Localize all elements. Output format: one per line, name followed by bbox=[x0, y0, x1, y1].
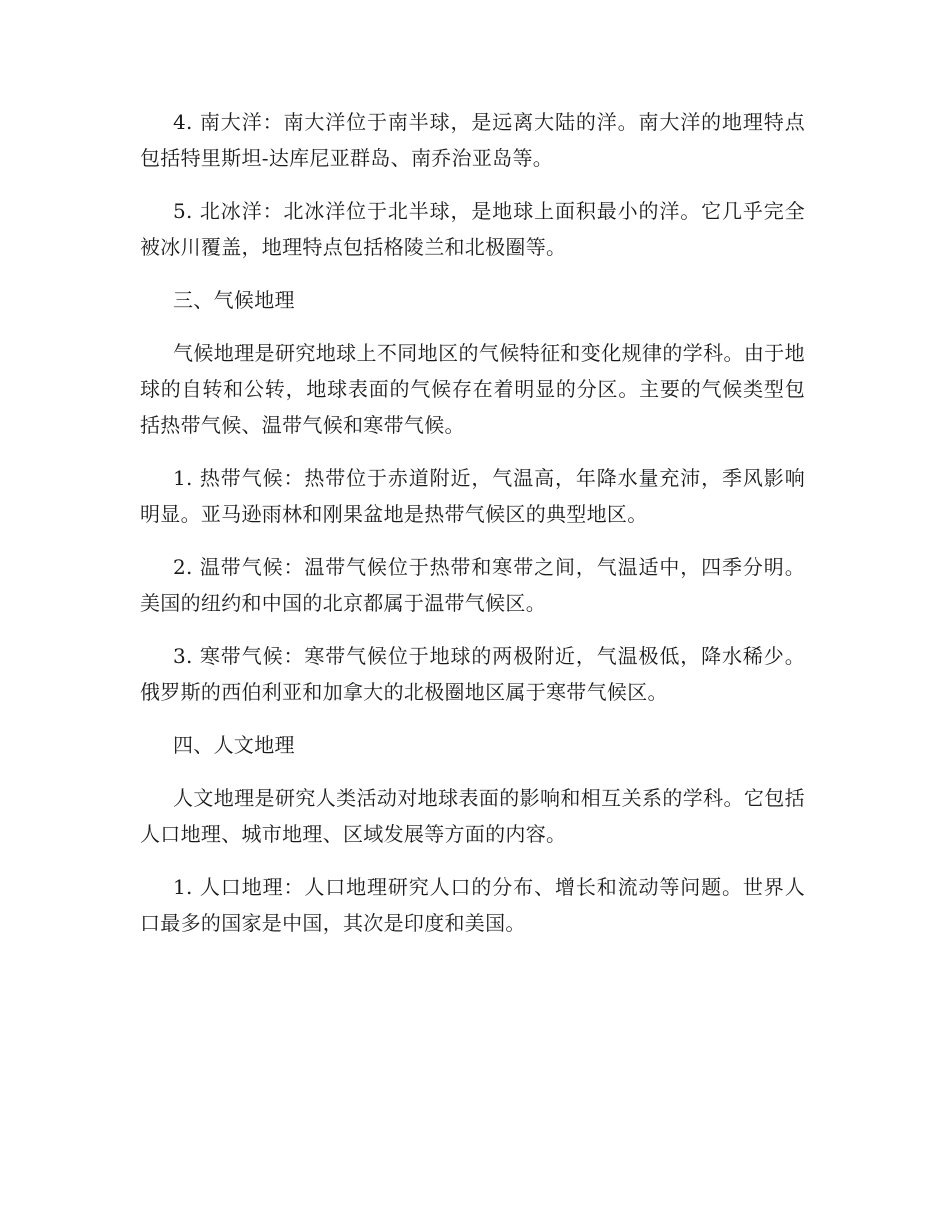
climate-geography-heading: 三、气候地理 bbox=[173, 288, 295, 312]
human-geography-heading: 四、人文地理 bbox=[173, 733, 295, 757]
tropical-climate-item: 1. 热带气候：热带位于赤道附近，气温高，年降水量充沛，季风影响明显。亚马逊雨林和刚果盆地是热带气候区的典型地区。 bbox=[140, 466, 805, 526]
population-geography-item: 1. 人口地理：人口地理研究人口的分布、增长和流动等问题。世界人口最多的国家是中国，其次是印度和美国。 bbox=[140, 875, 805, 935]
frigid-climate-item: 3. 寒带气候：寒带气候位于地球的两极附近，气温极低，降水稀少。俄罗斯的西伯利亚和加拿大的北极圈地区属于寒带气候区。 bbox=[140, 644, 805, 704]
arctic-ocean-item: 5. 北冰洋：北冰洋位于北半球，是地球上面积最小的洋。它几乎完全被冰川覆盖，地理特点包括格陵兰和北极圈等。 bbox=[140, 199, 805, 259]
temperate-climate-item: 2. 温带气候：温带气候位于热带和寒带之间，气温适中，四季分明。美国的纽约和中国的北京都属于温带气候区。 bbox=[140, 555, 805, 615]
southern-ocean-item: 4. 南大洋：南大洋位于南半球，是远离大陆的洋。南大洋的地理特点包括特里斯坦-达库尼亚群岛、南乔治亚岛等。 bbox=[140, 110, 805, 170]
document-page bbox=[140, 104, 805, 958]
human-geography-intro: 人文地理是研究人类活动对地球表面的影响和相互关系的学科。它包括人口地理、城市地理、区域发展等方面的内容。 bbox=[140, 786, 805, 846]
climate-geography-intro: 气候地理是研究地球上不同地区的气候特征和变化规律的学科。由于地球的自转和公转，地球表面的气候存在着明显的分区。主要的气候类型包括热带气候、温带气候和寒带气候。 bbox=[140, 341, 805, 437]
